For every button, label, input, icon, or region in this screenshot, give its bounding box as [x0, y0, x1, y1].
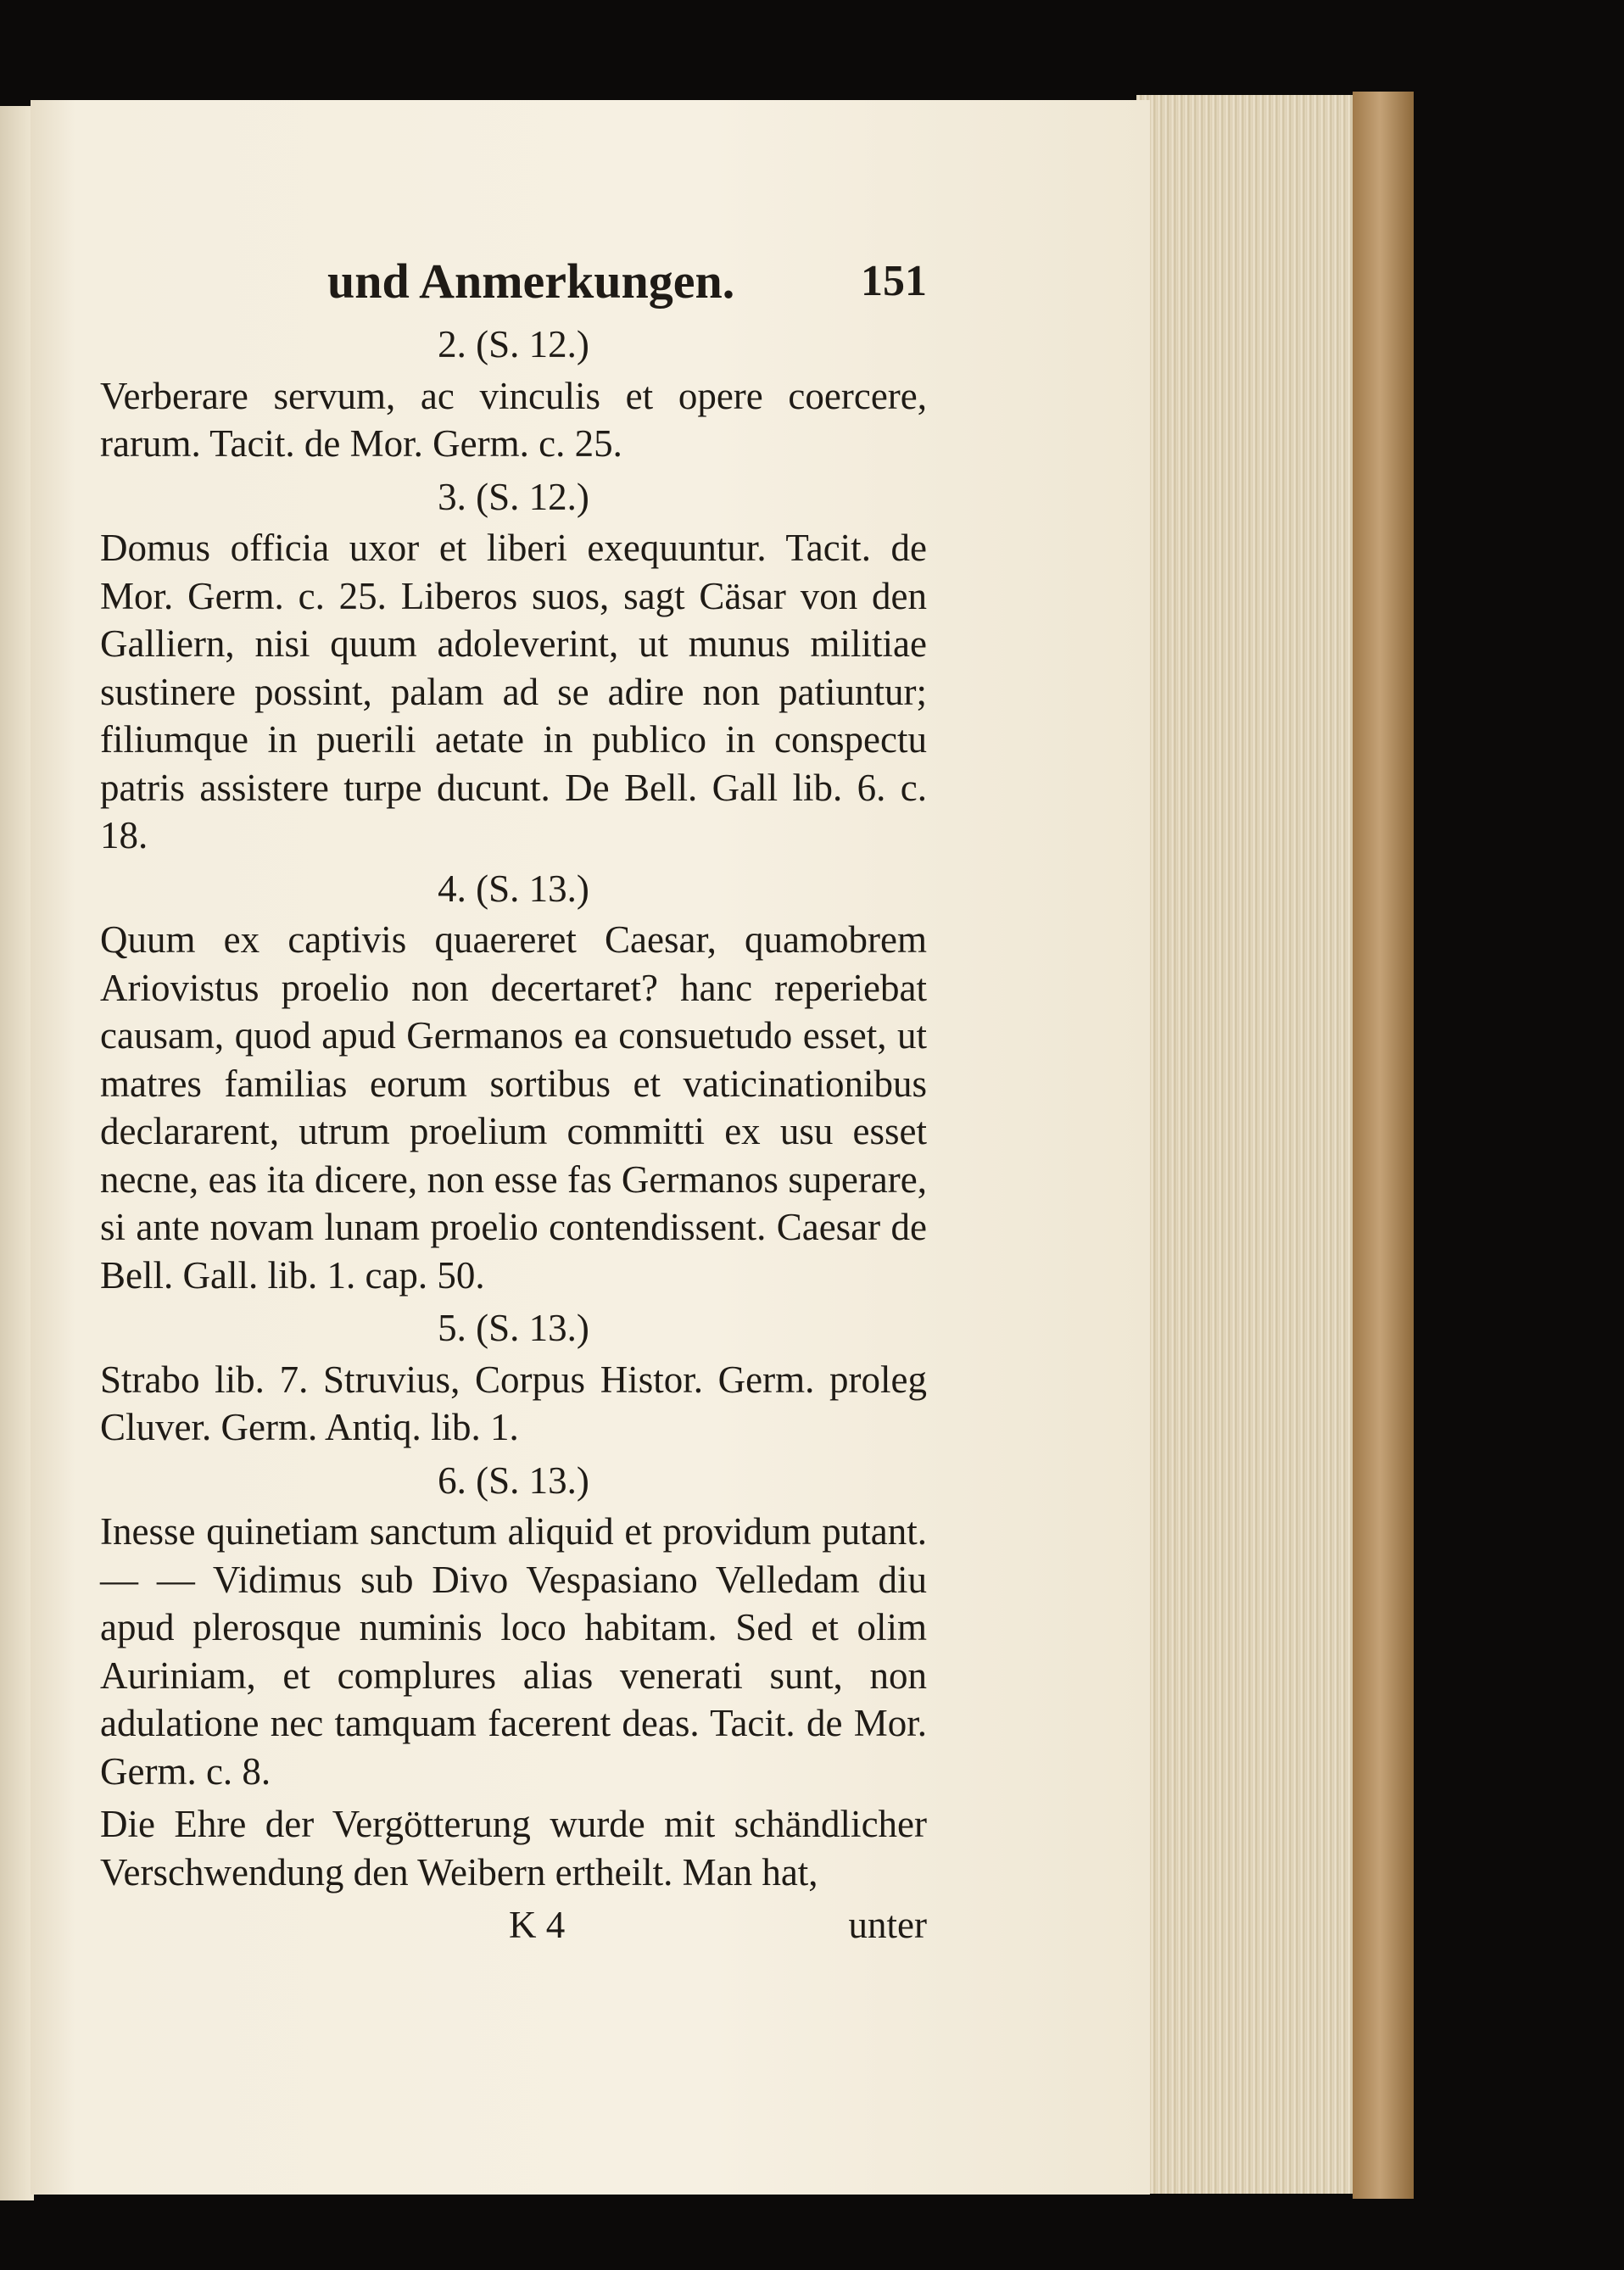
page-edges	[1136, 95, 1357, 2194]
page-number: 151	[861, 257, 927, 305]
note-heading: 2. (S. 12.)	[438, 323, 589, 365]
page-text-block	[100, 246, 927, 1952]
catchword: unter	[848, 1904, 927, 1946]
note-heading: 5. (S. 13.)	[438, 1307, 589, 1349]
page-footer	[100, 1901, 927, 1952]
note-heading: 4. (S. 13.)	[438, 867, 589, 910]
running-head: und Anmerkungen.	[327, 254, 735, 309]
note-paragraph: Verberare servum, ac vinculis et opere coercere, rarum. Tacit. de Mor. Germ. c. 25.	[100, 374, 927, 465]
signature-mark: K 4	[509, 1904, 566, 1946]
book-cover-edge	[1353, 92, 1414, 2199]
facing-page-edge	[0, 106, 34, 2200]
page-header	[100, 246, 927, 314]
note-paragraph: Die Ehre der Vergötterung wurde mit schändlicher Verschwendung den Weibern ertheilt. Man hat,	[100, 1803, 927, 1894]
note-heading: 3. (S. 12.)	[438, 475, 589, 518]
note-paragraph: Domus officia uxor et liberi exequuntur. Tacit. de Mor. Germ. c. 25. Liberos suos, sagt Cäsar von den Galliern, nisi quum adoleverint, ut munus militiae sustinere possint, palam ad se adire non patiuntur; filiumque in puerili aetate in publico in conspectu patris assistere turpe ducunt. De Bell. Gall lib. 6. c. 18.	[100, 527, 927, 856]
note-paragraph: Inesse quinetiam sanctum aliquid et providum putant. — — Vidimus sub Divo Vespasiano Velledam diu apud plerosque numinis loco habitam. Sed et olim Auriniam, et complures alias venerati sunt, non adulatione nec tamquam facerent deas. Tacit. de Mor. Germ. c. 8.	[100, 1510, 927, 1793]
note-paragraph: Strabo lib. 7. Struvius, Corpus Histor. Germ. proleg Cluver. Germ. Antiq. lib. 1.	[100, 1358, 927, 1448]
note-paragraph: Quum ex captivis quaereret Caesar, quamobrem Ariovistus proelio non decertaret? hanc reperiebat causam, quod apud Germanos ea consuetudo esset, ut matres familias eorum sortibus et vaticinationibus declararent, utrum proelium committi ex usu esset necne, eas ita dicere, non esse fas Germanos superare, si ante novam lunam proelio contendissent. Caesar de Bell. Gall. lib. 1. cap. 50.	[100, 918, 927, 1297]
note-heading: 6. (S. 13.)	[438, 1458, 589, 1502]
